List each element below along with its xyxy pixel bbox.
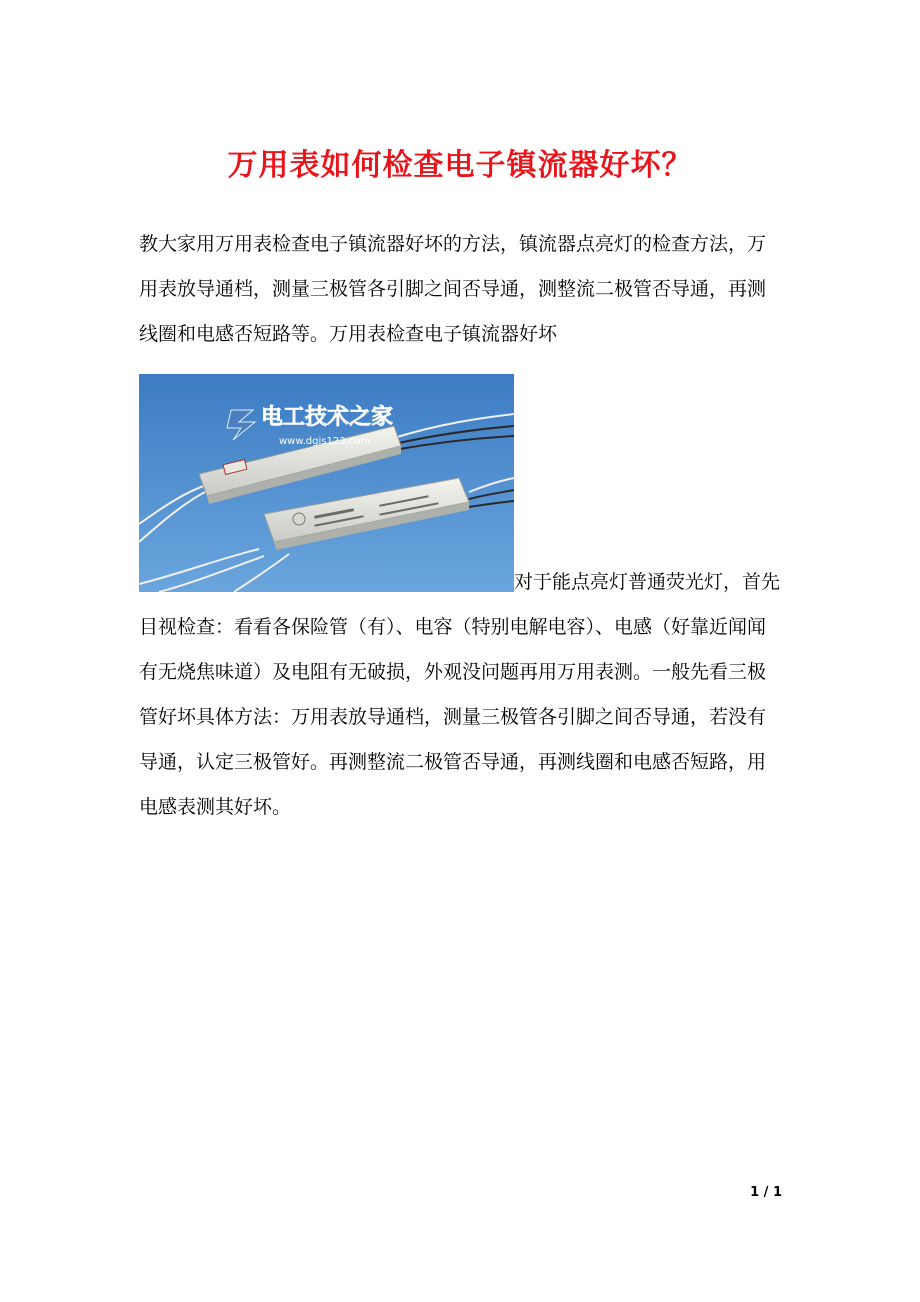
paragraph-detail-text: 对于能点亮灯普通荧光灯，首先目视检查：看看各保险管（有）、电容（特别电解电容）、电感（好靠近闻闻有无烧焦味道）及电阻有无破损，外观没问题再用万用表测。一般先看三极管好坏具体方法：万用表放导通档，测量三极管各引脚之间否导通，若没有导通，认定三极管好。再测整流二极管否导通，再测线圈和电感否短路，用电感表测其好坏。	[139, 571, 781, 818]
paragraph-detail	[139, 560, 784, 830]
photo-watermark-url: www.dgjs123.com	[279, 436, 371, 447]
page-number: 1 / 1	[750, 1185, 782, 1200]
photo-watermark: 电工技术之家	[261, 405, 394, 430]
page-title: 万用表如何检查电子镇流器好坏？	[227, 148, 693, 183]
image-float-spacer	[139, 578, 514, 588]
paragraph-intro: 教大家用万用表检查电子镇流器好坏的方法，镇流器点亮灯的检查方法，万用表放导通档，测量三极管各引脚之间否导通，测整流二极管否导通，再测线圈和电感否短路等。万用表检查电子镇流器好坏	[139, 233, 767, 345]
